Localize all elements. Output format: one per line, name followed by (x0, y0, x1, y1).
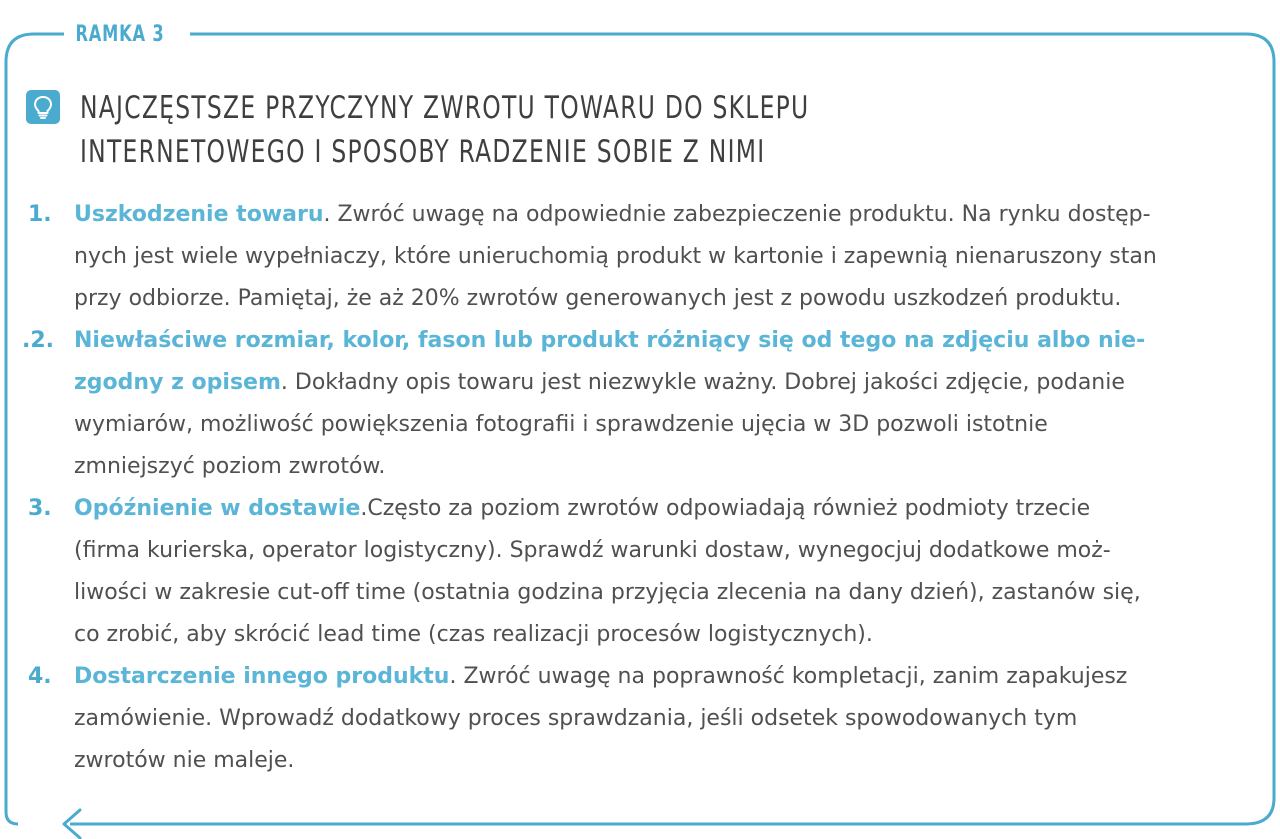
list-item (28, 656, 1250, 782)
list-item (22, 320, 1250, 488)
item-line: co zrobić, aby skrócić lead time (czas realizacji procesów logistycznych). (74, 622, 873, 647)
item-line: zmniejszyć poziom zwrotów. (74, 454, 386, 479)
item-line (74, 656, 1250, 698)
item-text: .Często za poziom zwrotów odpowiadają również podmioty trzecie (360, 496, 1091, 521)
item-line (74, 488, 1250, 530)
item-text: . Zwróć uwagę na odpowiednie zabezpieczenie produktu. Na rynku dostęp- (323, 202, 1151, 227)
item-line: zamówienie. Wprowadź dodatkowy proces sprawdzania, jeśli odsetek spowodowanych tym (74, 706, 1078, 731)
lightbulb-icon (26, 90, 60, 124)
item-lead: Niewłaściwe rozmiar, kolor, fason lub produkt różniący się od tego na zdjęciu albo nie- (74, 328, 1146, 353)
item-lead: Uszkodzenie towaru (74, 202, 324, 227)
list-item (28, 194, 1250, 320)
item-number: .2. (22, 328, 55, 353)
item-number: 3. (28, 496, 52, 521)
item-line: przy odbiorze. Pamiętaj, że aż 20% zwrotów generowanych jest z powodu uszkodzeń produktu. (74, 286, 1122, 311)
box-title (80, 86, 809, 174)
item-number: 4. (28, 664, 52, 689)
item-line (74, 362, 1250, 404)
item-line: (firma kurierska, operator logistyczny). Sprawdź warunki dostaw, wynegocjuj dodatkowe moż- (74, 538, 1111, 563)
item-line: wymiarów, możliwość powiększenia fotografii i sprawdzenie ujęcia w 3D pozwoli istotnie (74, 412, 1048, 437)
item-lead: zgodny z opisem (74, 370, 281, 395)
item-lead: Dostarczenie innego produktu (74, 664, 450, 689)
box-title-line-2: INTERNETOWEGO I SPOSOBY RADZENIE SOBIE Z NIMI (80, 134, 766, 170)
reasons-list (22, 194, 1250, 782)
item-text: . Zwróć uwagę na poprawność kompletacji, zanim zapakujesz (449, 664, 1128, 689)
box-title-line-1: NAJCZĘSTSZE PRZYCZYNY ZWROTU TOWARU DO SKLEPU (80, 90, 810, 126)
box-heading (26, 86, 948, 174)
item-number: 1. (28, 202, 52, 227)
item-line: liwości w zakresie cut-off time (ostatnia godzina przyjęcia zlecenia na dany dzień), zastanów się, (74, 580, 1141, 605)
item-line: zwrotów nie maleje. (74, 748, 295, 773)
item-lead: Opóźnienie w dostawie (74, 496, 361, 521)
item-text: . Dokładny opis towaru jest niezwykle ważny. Dobrej jakości zdjęcie, podanie (280, 370, 1125, 395)
list-item (28, 488, 1250, 656)
item-line (74, 194, 1250, 236)
frame-label: RAMKA 3 (64, 18, 176, 52)
item-line: nych jest wiele wypełniaczy, które unieruchomią produkt w kartonie i zapewnią nienaruszony stan (74, 244, 1157, 269)
